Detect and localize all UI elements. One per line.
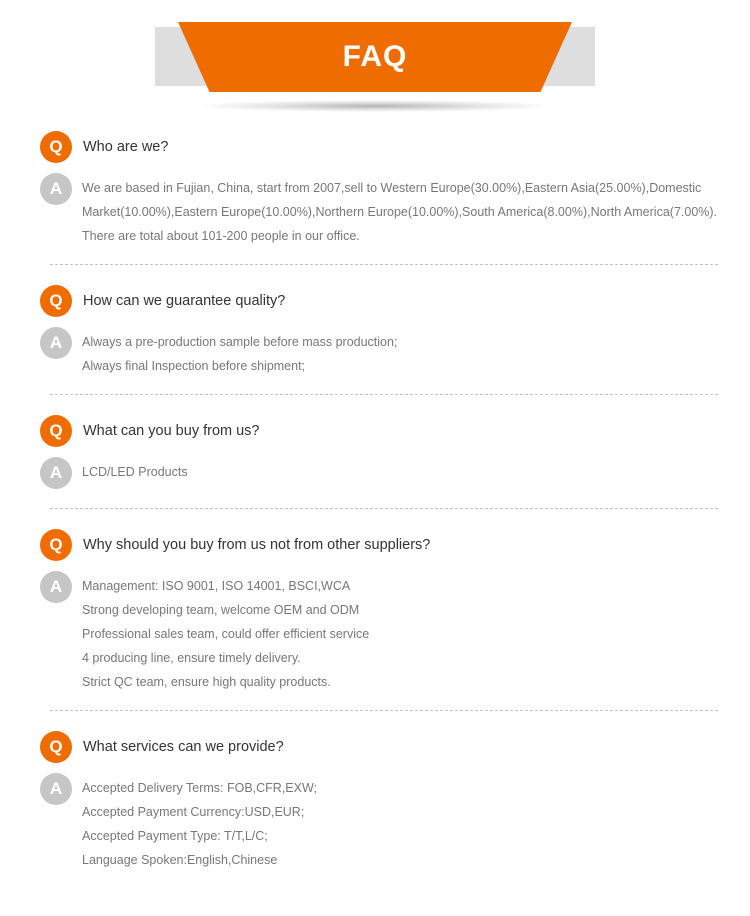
- page-title: FAQ: [342, 40, 408, 73]
- answer-text: [82, 176, 742, 248]
- answer-badge: A: [40, 327, 72, 359]
- question-text: What can you buy from us?: [83, 423, 260, 439]
- answer-line: Market(10.00%),Eastern Europe(10.00%),Northern Europe(10.00%),South America(8.00%),North America(7.00%).: [82, 205, 718, 219]
- answer-line: Accepted Delivery Terms: FOB,CFR,EXW;: [82, 781, 318, 795]
- answer-line: Language Spoken:English,Chinese: [82, 853, 278, 867]
- divider: [50, 394, 718, 395]
- answer-line: Strong developing team, welcome OEM and ODM: [82, 603, 360, 617]
- answer-badge: A: [40, 457, 72, 489]
- question-badge: Q: [40, 415, 72, 447]
- question-row: [40, 131, 168, 163]
- divider: [50, 264, 718, 265]
- answer-badge: A: [40, 173, 72, 205]
- answer-line: LCD/LED Products: [82, 465, 188, 479]
- question-badge: Q: [40, 131, 72, 163]
- divider: [50, 508, 718, 509]
- question-badge: Q: [40, 731, 72, 763]
- answer-line: Always final Inspection before shipment;: [82, 359, 306, 373]
- answer-line: Accepted Payment Type: T/T,L/C;: [82, 829, 268, 843]
- answer-text: [82, 330, 742, 378]
- divider: [50, 710, 718, 711]
- answer-text: [82, 460, 742, 484]
- answer-line: Management: ISO 9001, ISO 14001, BSCI,WCA: [82, 579, 351, 593]
- answer-line: There are total about 101-200 people in our office.: [82, 229, 360, 243]
- question-row: [40, 285, 285, 317]
- question-text: How can we guarantee quality?: [83, 293, 286, 309]
- question-text: Why should you buy from us not from other suppliers?: [83, 537, 431, 553]
- answer-line: Accepted Payment Currency:USD,EUR;: [82, 805, 305, 819]
- question-text: Who are we?: [83, 139, 169, 155]
- question-row: [40, 415, 260, 447]
- answer-badge: A: [40, 773, 72, 805]
- answer-text: [82, 574, 742, 694]
- answer-badge: A: [40, 571, 72, 603]
- banner-shadow: [200, 100, 550, 112]
- answer-text: [82, 776, 742, 872]
- faq-banner: [0, 0, 750, 120]
- answer-line: Professional sales team, could offer efficient service: [82, 627, 370, 641]
- question-text: What services can we provide?: [83, 739, 284, 755]
- answer-line: We are based in Fujian, China, start from 2007,sell to Western Europe(30.00%),Eastern Asia(25.00%),Domestic: [82, 181, 702, 195]
- answer-line: 4 producing line, ensure timely delivery.: [82, 651, 301, 665]
- answer-line: Strict QC team, ensure high quality products.: [82, 675, 331, 689]
- question-row: [40, 731, 284, 763]
- answer-line: Always a pre-production sample before mass production;: [82, 335, 398, 349]
- question-badge: Q: [40, 529, 72, 561]
- question-badge: Q: [40, 285, 72, 317]
- question-row: [40, 529, 430, 561]
